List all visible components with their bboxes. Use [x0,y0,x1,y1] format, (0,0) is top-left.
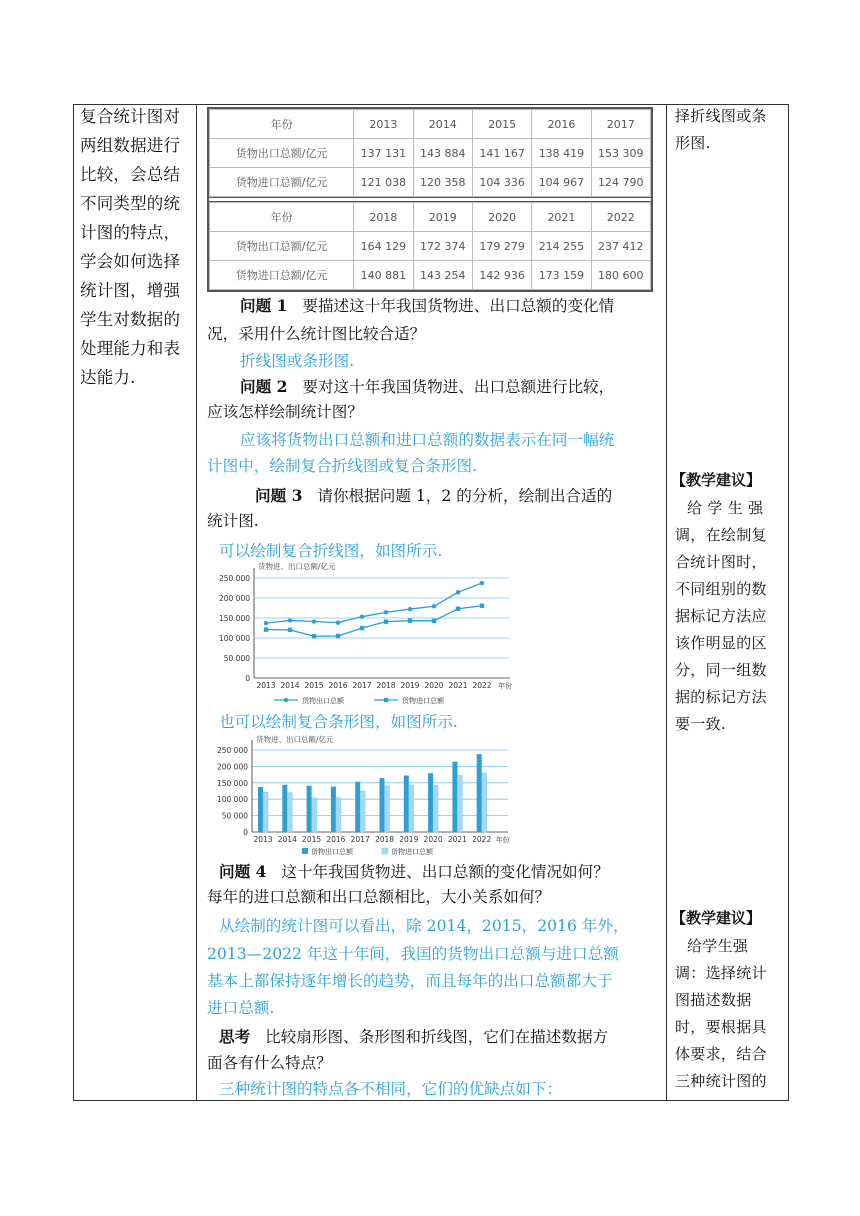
q2-line-b: 应该怎样绘制统计图？ [207,403,363,421]
legend-swatch-import [382,848,388,854]
objective-line: 计图的特点， [80,223,181,242]
objective-line: 两组数据进行 [80,136,181,155]
q4-answer-c: 基本上都保持逐年增长的趋势，而且每年的出口总额都大于 [207,972,613,990]
table-cell: 2021 [532,203,591,232]
x-tick-label: 2013 [256,681,276,690]
q3-line-b: 统计图. [207,512,259,530]
table-cell: 2017 [591,110,650,139]
table-cell: 141 167 [472,139,531,168]
table-cell: 214 255 [532,232,591,261]
data-point-import [336,634,340,638]
table-cell: 140 881 [354,261,413,290]
advice-1-line: 不同组别的数 [675,580,767,598]
table-row [210,261,651,290]
bar-export [404,775,409,832]
data-point-export [336,620,340,624]
advice-2-line: 图描述数据 [675,991,752,1009]
table-cell: 2018 [354,203,413,232]
table-cell: 121 038 [354,168,413,197]
data-point-export [432,604,436,608]
q1-answer: 折线图或条形图. [240,352,355,370]
x-tick-label: 2022 [472,835,492,844]
advice-2-line: 体要求，结合 [675,1045,767,1063]
objective-text [80,102,192,392]
q3-line-a: 问题 3 请你根据问题 1，2 的分析，绘制出合适的 [255,486,613,505]
y-tick-label: 0 [243,828,248,837]
table-cell: 2022 [591,203,650,232]
objective-line: 比较，会总结 [80,165,181,184]
q4-answer-d: 进口总额. [207,999,275,1017]
right-top-line: 形图. [675,134,711,152]
bar-export [331,787,336,832]
x-tick-label: 2014 [280,681,300,690]
bar-chart [214,732,524,860]
x-tick-label: 2015 [304,681,324,690]
q4-line-b: 每年的进口总额和出口总额相比，大小关系如何？ [207,888,551,906]
bar-export [477,754,482,832]
x-tick-label: 2015 [302,835,322,844]
bar-import [409,785,414,832]
y-tick-label: 50 000 [221,811,248,821]
bar-import [360,791,365,832]
data-point-import [360,626,364,630]
x-axis-label: 年份 [495,836,510,844]
data-point-export [360,614,364,618]
line-chart [214,558,514,708]
objective-line: 学会如何选择 [80,252,181,271]
data-point-import [456,607,460,611]
bar-export [282,785,287,832]
objective-line: 处理能力和表 [80,339,181,358]
data-point-export [288,618,292,622]
x-tick-label: 2018 [376,681,396,690]
data-point-export [312,619,316,623]
advice-1-line: 据的标记方法 [675,688,767,706]
y-tick-label: 150 000 [218,614,250,623]
table-row [210,203,651,232]
q1-line-a: 问题 1 要描述这十年我国货物进、出口总额的变化情 [240,296,615,315]
table-cell: 142 936 [472,261,531,290]
teaching-advice-1 [671,467,767,738]
data-point-import [432,619,436,623]
right-top-line: 择折线图或条 [675,107,767,125]
bar-import [336,798,341,832]
teaching-advice-2 [671,905,767,1095]
x-tick-label: 2016 [326,835,346,844]
legend-label-import: 货物进口总额 [402,697,444,705]
data-point-export [264,621,268,625]
table-cell: 179 279 [472,232,531,261]
think-line-b: 面各有什么特点？ [207,1054,332,1072]
objective-line: 统计图，增强 [80,281,181,300]
table-cell: 2020 [472,203,531,232]
bar-import [287,793,292,832]
legend-marker-export [284,698,288,702]
table-cell: 164 129 [354,232,413,261]
row-header-cell: 货物进口总额/亿元 [210,168,354,197]
column-divider-2 [666,104,667,1101]
x-tick-label: 2017 [350,835,370,844]
q2-line-a: 问题 2 要对这十年我国货物进、出口总额进行比较， [240,377,615,396]
table-cell: 153 309 [591,139,650,168]
x-tick-label: 2021 [447,835,467,844]
y-tick-label: 200 000 [216,762,248,772]
advice-1-line: 该作明显的区 [675,634,767,652]
q3-answer-line: 可以绘制复合折线图，如图所示. [219,542,443,560]
q3-answer-bar: 也可以绘制复合条形图，如图所示. [219,713,458,731]
x-tick-label: 2016 [328,681,348,690]
table-part-1 [209,109,651,197]
table-row [210,110,651,139]
advice-1-line: 合统计图时， [675,553,767,571]
x-tick-label: 2013 [253,835,273,844]
advice-2-line: 调：选择统计 [675,964,767,982]
data-point-export [456,590,460,594]
legend-label-export: 货物出口总额 [311,848,353,856]
q2-answer-a: 应该将货物出口总额和进口总额的数据表示在同一幅统 [240,431,615,449]
advice-1-line: 给 学 生 强 [687,499,764,517]
x-tick-label: 2017 [352,681,372,690]
q1-line-b: 况，采用什么统计图比较合适？ [207,325,426,343]
row-header-cell: 年份 [210,110,354,139]
data-point-export [408,607,412,611]
bar-import [385,786,390,832]
y-tick-label: 150 000 [216,778,248,788]
y-axis-label: 货物进、出口总额/亿元 [256,735,334,744]
bar-import [457,775,462,832]
bar-export [307,786,312,832]
objective-line: 复合统计图对 [80,107,181,126]
x-tick-label: 2019 [400,681,420,690]
right-top-text [675,103,767,157]
objective-line: 不同类型的统 [80,194,181,213]
bar-export [355,782,360,832]
y-tick-label: 0 [245,674,250,683]
trade-data-table [207,107,653,292]
legend-swatch-export [302,848,308,854]
data-point-export [384,610,388,614]
x-tick-label: 2021 [448,681,468,690]
table-cell: 2019 [413,203,472,232]
q2-answer-b: 计图中，绘制复合折线图或复合条形图. [207,457,478,475]
table-part-2 [209,202,651,290]
table-cell: 2014 [413,110,472,139]
row-header-cell: 货物进口总额/亿元 [210,261,354,290]
bar-import [263,792,268,832]
advice-2-title: 【教学建议】 [671,909,762,927]
y-tick-label: 50 000 [223,654,250,663]
table-cell: 137 131 [354,139,413,168]
x-tick-label: 2019 [399,835,419,844]
table-cell: 2013 [354,110,413,139]
x-tick-label: 2020 [424,681,444,690]
table-row [210,168,651,197]
table-cell: 104 336 [472,168,531,197]
table-cell: 172 374 [413,232,472,261]
y-tick-label: 200 000 [218,594,250,603]
x-tick-label: 2020 [423,835,443,844]
bar-import [433,785,438,832]
table-cell: 143 884 [413,139,472,168]
advice-1-line: 据标记方法应 [675,607,767,625]
series-line-export [266,583,482,623]
x-tick-label: 2022 [472,681,492,690]
table-cell: 2016 [532,110,591,139]
objective-line: 学生对数据的 [80,310,181,329]
y-tick-label: 250 000 [218,574,250,583]
bar-export [452,762,457,832]
row-header-cell: 年份 [210,203,354,232]
data-point-import [288,628,292,632]
x-axis-label: 年份 [498,682,512,690]
bar-export [428,773,433,832]
data-point-import [384,619,388,623]
table-cell: 104 967 [532,168,591,197]
advice-1-title: 【教学建议】 [671,471,762,489]
data-point-import [480,604,484,608]
data-point-import [312,634,316,638]
bar-export [380,778,385,832]
data-point-import [408,618,412,622]
q4-line-a: 问题 4 这十年我国货物进、出口总额的变化情况如何？ [219,862,609,881]
table-cell: 180 600 [591,261,650,290]
table-cell: 237 412 [591,232,650,261]
q4-answer-a: 从绘制的统计图可以看出，除 2014，2015，2016 年外， [219,917,629,935]
x-tick-label: 2014 [277,835,297,844]
data-point-export [480,581,484,585]
advice-1-line: 要一致. [675,715,726,733]
bar-import [312,798,317,832]
y-tick-label: 100 000 [216,795,248,805]
row-header-cell: 货物出口总额/亿元 [210,232,354,261]
y-tick-label: 100 000 [218,634,250,643]
table-cell: 173 159 [532,261,591,290]
column-divider-1 [196,104,197,1101]
bar-export [258,787,263,832]
think-line-a: 思考 比较扇形图、条形图和折线图，它们在描述数据方 [219,1027,609,1046]
advice-2-line: 时，要根据具 [675,1018,767,1036]
data-point-import [264,627,268,631]
bar-import [482,773,487,832]
table-cell: 120 358 [413,168,472,197]
think-answer: 三种统计图的特点各不相同，它们的优缺点如下： [219,1080,563,1098]
legend-label-export: 货物出口总额 [302,697,344,705]
y-axis-label: 货物进、出口总额/亿元 [258,562,336,571]
legend-label-import: 货物进口总额 [391,848,433,856]
q4-answer-b: 2013—2022 年这十年间，我国的货物出口总额与进口总额 [207,945,619,963]
advice-1-line: 调，在绘制复 [675,526,767,544]
table-cell: 2015 [472,110,531,139]
row-header-cell: 货物出口总额/亿元 [210,139,354,168]
table-cell: 143 254 [413,261,472,290]
table-cell: 138 419 [532,139,591,168]
table-row [210,232,651,261]
table-row [210,139,651,168]
y-tick-label: 250 000 [216,746,248,755]
objective-line: 达能力. [80,368,136,387]
x-tick-label: 2018 [374,835,395,844]
advice-2-line: 给学生强 [687,937,749,955]
legend-marker-import [384,698,388,702]
advice-1-line: 分，同一组数 [675,661,767,679]
advice-2-line: 三种统计图的 [675,1072,767,1090]
table-cell: 124 790 [591,168,650,197]
